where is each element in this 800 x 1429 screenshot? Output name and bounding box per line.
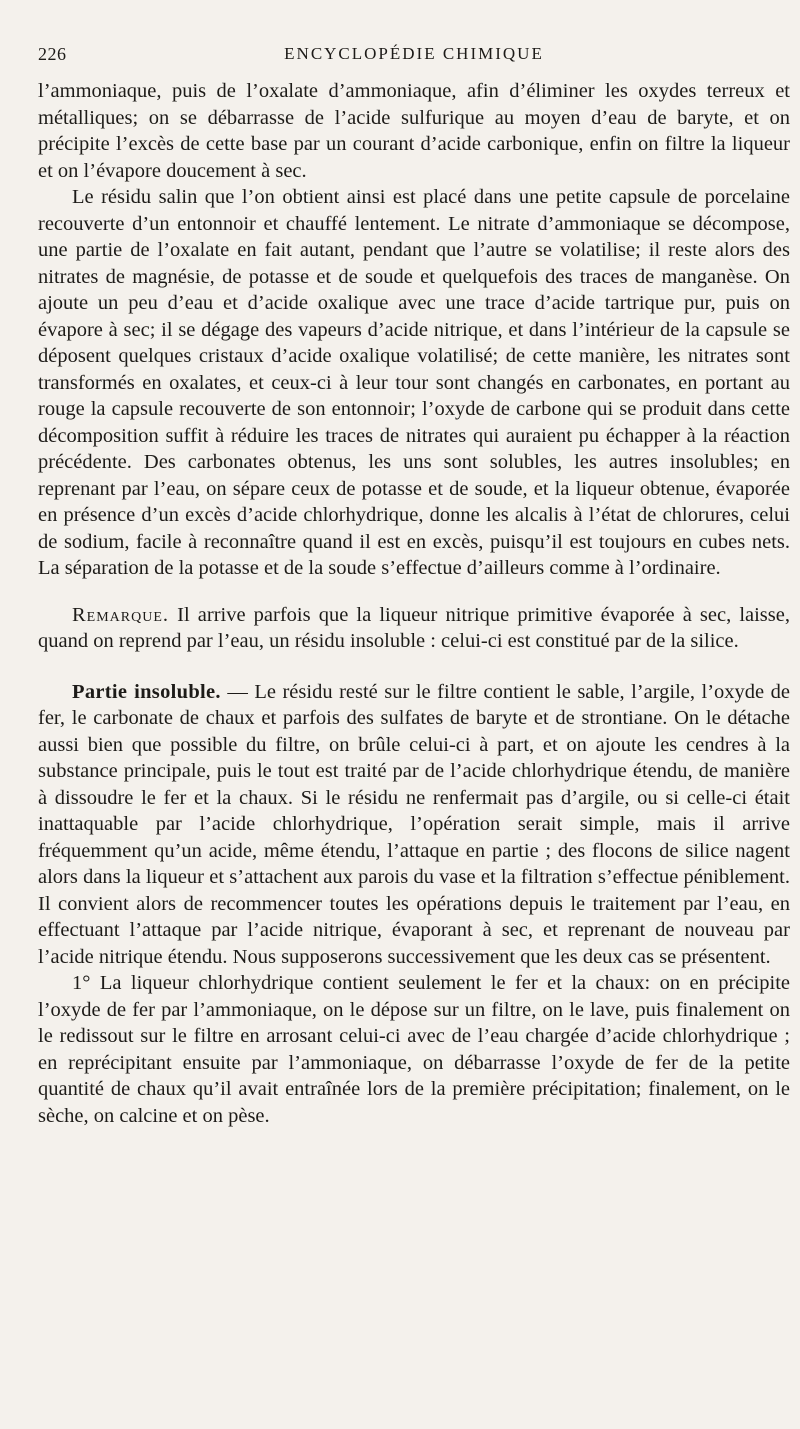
running-title: ENCYCLOPÉDIE CHIMIQUE bbox=[284, 44, 544, 63]
remark-label: Remarque. bbox=[72, 603, 170, 626]
body-text bbox=[38, 78, 790, 1129]
paragraph-case-one: 1° La liqueur chlorhydrique contient seulement le fer et la chaux: on en précipite l’oxyde de fer par l’ammoniaque, on le dépose sur un filtre, on le lave, puis finalement on le redissout sur le filtre en arrosant celui-ci avec de l’eau chargée d’acide chlorhydrique ; en reprécipitant ensuite par l’ammoniaque, on débarrasse l’oxyde de fer de la petite quantité de chaux qu’il avait entraînée lors de la première précipitation; finalement, on le sèche, on calcine et on pèse. bbox=[38, 972, 790, 1127]
remark-paragraph bbox=[38, 602, 790, 655]
section-heading: Partie insoluble. bbox=[72, 680, 221, 703]
paragraph-continuation: l’ammoniaque, puis de l’oxalate d’ammoniaque, afin d’éliminer les oxydes terreux et métalliques; on se débarrasse de l’acide sulfurique au moyen d’eau de baryte, et on précipite l’excès de cette base par un courant d’acide carbonique, enfin on filtre la liqueur et on l’évapore doucement à sec. bbox=[38, 80, 790, 182]
paragraph-residu-salin: Le résidu salin que l’on obtient ainsi est placé dans une petite capsule de porcelaine recouverte d’un entonnoir et chauffé lentement. Le nitrate d’ammoniaque se décompose, une partie de l’oxalate en fait autant, pendant que l’autre se volatilise; il reste alors des nitrates de magnésie, de potasse et de soude et quelquefois des traces de manganèse. On ajoute un peu d’eau et d’acide oxalique avec une trace d’acide tartrique pur, puis on évapore à sec; il se dégage des vapeurs d’acide nitrique, et dans l’intérieur de la capsule se déposent quelques cristaux d’acide oxalique volatilisé; de cette manière, les nitrates sont transformés en oxalates, et ceux-ci à leur tour sont changés en carbonates, en portant au rouge la capsule recouverte de son entonnoir; l’oxyde de carbone qui se produit dans cette décomposition suffit à réduire les traces de nitrates qui auraient pu échapper à la réaction précédente. Des carbonates obtenus, les uns sont solubles, les autres insolubles; en reprenant par l’eau, on sépare ceux de potasse et de soude, et la liqueur obtenue, évaporée en présence d’un excès d’acide chlorhydrique, donne les alcalis à l’état de chlorures, celui de sodium, facile à reconnaître quand il est en excès, puisqu’il est toujours en cubes nets. La séparation de la potasse et de la soude s’effectue d’ailleurs comme à l’ordinaire. bbox=[38, 186, 790, 579]
remark-text: Il arrive parfois que la liqueur nitrique primitive évaporée à sec, laisse, quand on reprend par l’eau, un résidu insoluble : celui-ci est constitué par de la silice. bbox=[38, 603, 790, 652]
running-head bbox=[38, 44, 790, 68]
page-number: 226 bbox=[38, 44, 67, 64]
section-text: — Le résidu resté sur le filtre contient le sable, l’argile, l’oxyde de fer, le carbonate de chaux et parfois des sulfates de baryte et de strontiane. On le détache aussi bien que possible du filtre, on brûle celui-ci à part, et on ajoute les cendres à la substance principale, puis le tout est traité par de l’acide chlorhydrique étendu, de manière à dissoudre le fer et la chaux. Si le résidu ne renfermait pas d’argile, ou si celle-ci était inattaquable par l’acide chlorhydrique, l’opération serait simple, mais il arrive fréquemment qu’un acide, même étendu, l’attaque en partie ; des flocons de silice nagent alors dans la liqueur et s’attachent aux parois du vase et la filtration s’effectue péniblement. Il convient alors de recommencer toutes les opérations depuis le traitement par l’eau, en effectuant l’attaque par l’acide nitrique, évaporant à sec, et reprenant de nouveau par l’acide nitrique étendu. Nous supposerons successivement que les deux cas se présentent. bbox=[38, 680, 790, 968]
section-partie-insoluble bbox=[38, 679, 790, 971]
